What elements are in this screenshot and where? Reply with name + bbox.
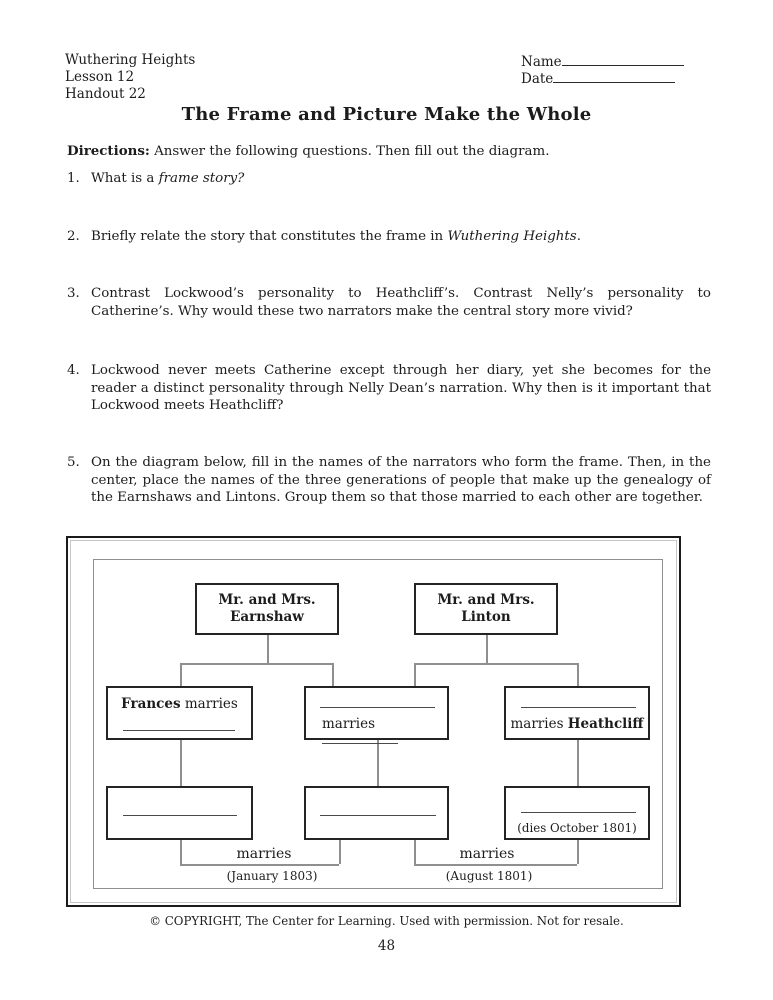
- linton-children-bracket: [414, 663, 577, 665]
- question-text-post: .: [576, 229, 581, 244]
- box-text-line1: Mr. and Mrs.: [437, 592, 535, 608]
- question-text-pre: What is a: [91, 171, 159, 186]
- marries-text: marries: [180, 696, 238, 712]
- directions-label: Directions:: [67, 143, 150, 159]
- question-text: On the diagram below, fill in the names of the narrators who form the frame. Then, in the center, place the names of the three generations of people that make up the genealogy of the Earnshaws and Lintons. Group them so that those married to each other are together.: [91, 455, 711, 506]
- marries-label-left: marries: [236, 846, 292, 862]
- fill-in-blank-name[interactable]: [320, 707, 435, 708]
- bracket-drop-line: [577, 663, 579, 686]
- frances-marriage-box: [106, 686, 253, 740]
- marriage-bracket-drop: [339, 840, 341, 864]
- generation3-left-box: [106, 786, 253, 840]
- marriage-bracket-drop: [180, 840, 182, 864]
- bracket-drop-line: [414, 663, 416, 686]
- heathcliff-name: Heathcliff: [567, 716, 644, 732]
- question-text-italic: Wuthering Heights: [447, 229, 577, 244]
- generation-stem-line: [577, 740, 579, 786]
- box-text: [506, 716, 648, 732]
- marries-text: marries: [322, 716, 375, 732]
- fill-in-blank-name[interactable]: [521, 812, 636, 813]
- question-4: [67, 362, 711, 415]
- question-1: [67, 170, 711, 188]
- question-text-pre: Briefly relate the story that constitutes the frame in: [91, 229, 448, 244]
- marries-label-right: marries: [459, 846, 515, 862]
- question-text: [91, 170, 711, 188]
- question-2: [67, 228, 711, 246]
- dies-date-note: (dies October 1801): [517, 821, 637, 835]
- frame-story-diagram: [66, 536, 681, 907]
- name-label: Name: [521, 54, 562, 70]
- question-number: 2.: [67, 229, 80, 244]
- question-text: Contrast Lockwood’s personality to Heathcliff’s. Contrast Nelly’s personality to Catherine’s. Why would these two narrators make the central story more vivid?: [91, 286, 711, 319]
- lesson-label: Lesson 12: [65, 69, 135, 85]
- generation3-right-box: [504, 786, 650, 840]
- question-5: [67, 454, 711, 507]
- middle-marriage-box: [304, 686, 449, 740]
- bracket-drop-line: [180, 663, 182, 686]
- page-title: The Frame and Picture Make the Whole: [181, 104, 592, 125]
- name-row: [521, 52, 684, 70]
- marriage-date-left: (January 1803): [226, 869, 318, 883]
- fill-in-blank-name[interactable]: [320, 815, 436, 816]
- generation-stem-line: [180, 740, 182, 786]
- fill-in-blank-spouse[interactable]: [123, 730, 235, 731]
- marriage-bracket-right: [414, 864, 577, 866]
- question-number: 4.: [67, 363, 80, 378]
- fill-in-blank-name[interactable]: [123, 815, 237, 816]
- directions-text: Answer the following questions. Then fill out the diagram.: [149, 144, 550, 159]
- date-label: Date: [521, 71, 554, 87]
- page-number: 48: [377, 938, 396, 954]
- box-text: [322, 716, 447, 748]
- generation3-middle-box: [304, 786, 449, 840]
- name-fill-line[interactable]: [562, 52, 684, 66]
- date-fill-line[interactable]: [553, 69, 675, 83]
- marriage-date-right: (August 1801): [445, 869, 533, 883]
- handout-label: Handout 22: [65, 86, 146, 102]
- question-3: [67, 285, 711, 320]
- box-text: [108, 696, 251, 712]
- fill-in-blank-spouse[interactable]: [322, 732, 398, 744]
- course-title: Wuthering Heights: [65, 52, 196, 68]
- question-number: 5.: [67, 455, 80, 470]
- fill-in-blank-name[interactable]: [521, 707, 636, 708]
- question-text: Lockwood never meets Catherine except through her diary, yet she becomes for the reader a distinct personality through Nelly Dean’s narration. Why then is it important that Lockwood meets Heathcliff?: [91, 363, 711, 414]
- question-number: 1.: [67, 171, 80, 186]
- marriage-bracket-drop: [577, 840, 579, 864]
- heathcliff-marriage-box: [504, 686, 650, 740]
- question-text: [91, 228, 711, 246]
- box-text-line2: Linton: [461, 609, 511, 625]
- directions: [67, 143, 711, 161]
- frances-name: Frances: [121, 696, 181, 712]
- bracket-drop-line: [332, 663, 334, 686]
- marries-text: marries: [510, 716, 568, 732]
- linton-stem-line: [486, 635, 488, 663]
- earnshaw-children-bracket: [180, 663, 332, 665]
- question-text-italic: frame story?: [158, 171, 245, 186]
- earnshaw-parents-box: [195, 583, 339, 635]
- marriage-bracket-left: [180, 864, 339, 866]
- date-row: [521, 69, 675, 87]
- box-text-line2: Earnshaw: [230, 609, 304, 625]
- box-text-line1: Mr. and Mrs.: [218, 592, 316, 608]
- linton-parents-box: [414, 583, 558, 635]
- marriage-bracket-drop: [414, 840, 416, 864]
- copyright-notice: © COPYRIGHT, The Center for Learning. Used with permission. Not for resale.: [149, 914, 624, 928]
- earnshaw-stem-line: [267, 635, 269, 663]
- question-number: 3.: [67, 286, 80, 301]
